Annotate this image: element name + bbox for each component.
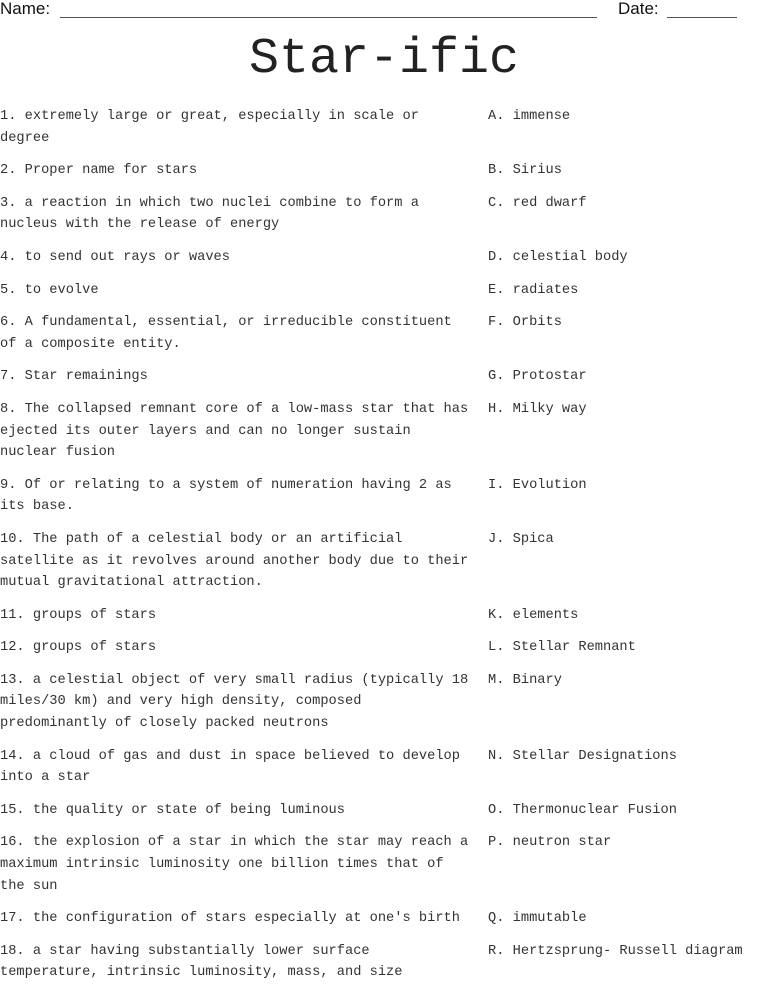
clue-text: 16. the explosion of a star in which the star may reach a maximum intrinsic luminosity one billion times that of the sun	[0, 835, 469, 894]
clue-text: 1. extremely large or great, especially in scale or degree	[0, 109, 419, 146]
answer-option: Q. immutable	[488, 911, 587, 927]
answer-option: L. Stellar Remnant	[488, 640, 636, 656]
worksheet-header	[0, 0, 768, 22]
clue-text: 6. A fundamental, essential, or irreducible constituent of a composite entity.	[0, 315, 452, 352]
matching-row	[0, 529, 768, 594]
clue-text: 12. groups of stars	[0, 640, 157, 656]
answer-option: F. Orbits	[488, 315, 562, 331]
matching-list	[0, 106, 768, 995]
matching-row	[0, 637, 768, 659]
answer-option: P. neutron star	[488, 835, 612, 851]
answer-option: N. Stellar Designations	[488, 748, 677, 764]
clue-text: 7. Star remainings	[0, 369, 148, 385]
answer-option: B. Sirius	[488, 163, 562, 179]
clue-text: 9. Of or relating to a system of numeration having 2 as its base.	[0, 477, 452, 515]
answer-option: C. red dwarf	[488, 195, 587, 211]
answer-option: A. immense	[488, 109, 571, 124]
name-label: Name:	[0, 0, 51, 18]
date-blank-line	[667, 17, 737, 18]
date-label: Date:	[618, 0, 659, 18]
answer-option: I. Evolution	[488, 477, 587, 493]
name-blank-line	[60, 17, 597, 18]
answer-option: O. Thermonuclear Fusion	[488, 802, 677, 818]
matching-row	[0, 605, 768, 627]
matching-row	[0, 800, 768, 822]
clue-text: 11. groups of stars	[0, 607, 157, 623]
matching-row	[0, 908, 768, 930]
clue-text: 15. the quality or state of being luminous	[0, 802, 345, 818]
answer-option: K. elements	[488, 607, 579, 623]
clue-text: 5. to evolve	[0, 282, 99, 298]
clue-text: 18. a star having substantially lower surface temperature, intrinsic luminosity, mass, and size	[0, 943, 403, 981]
matching-row	[0, 193, 768, 236]
matching-row	[0, 746, 768, 789]
matching-row	[0, 106, 768, 149]
clue-text: 3. a reaction in which two nuclei combine to form a nucleus with the release of energy	[0, 195, 419, 233]
clue-text: 13. a celestial object of very small radius (typically 18 miles/30 km) and very high density, composed predominantly of closely packed neutrons	[0, 672, 469, 732]
matching-row	[0, 399, 768, 464]
matching-row	[0, 670, 768, 735]
clue-text: 8. The collapsed remnant core of a low-mass star that has ejected its outer layers and can no longer sustain nuclear fusion	[0, 401, 469, 461]
answer-option: J. Spica	[488, 531, 554, 547]
matching-row	[0, 475, 768, 518]
answer-option: M. Binary	[488, 672, 562, 688]
clue-text: 10. The path of a celestial body or an artificial satellite as it revolves around another body due to their mutual gravitational attraction.	[0, 531, 469, 591]
clue-text: 17. the configuration of stars especially at one's birth	[0, 911, 460, 927]
matching-row	[0, 832, 768, 897]
worksheet-title: Star-ific	[248, 31, 520, 88]
answer-option: R. Hertzsprung- Russell diagram	[488, 943, 743, 959]
matching-row	[0, 366, 768, 388]
clue-text: 2. Proper name for stars	[0, 163, 198, 179]
answer-option: E. radiates	[488, 282, 579, 298]
clue-text: 4. to send out rays or waves	[0, 249, 230, 265]
answer-option: H. Milky way	[488, 401, 587, 417]
matching-row	[0, 280, 768, 302]
matching-row	[0, 160, 768, 182]
matching-row	[0, 312, 768, 355]
clue-text: 14. a cloud of gas and dust in space believed to develop into a star	[0, 748, 460, 786]
matching-row	[0, 941, 768, 984]
answer-option: D. celestial body	[488, 249, 628, 265]
matching-row	[0, 247, 768, 269]
answer-option: G. Protostar	[488, 369, 587, 385]
